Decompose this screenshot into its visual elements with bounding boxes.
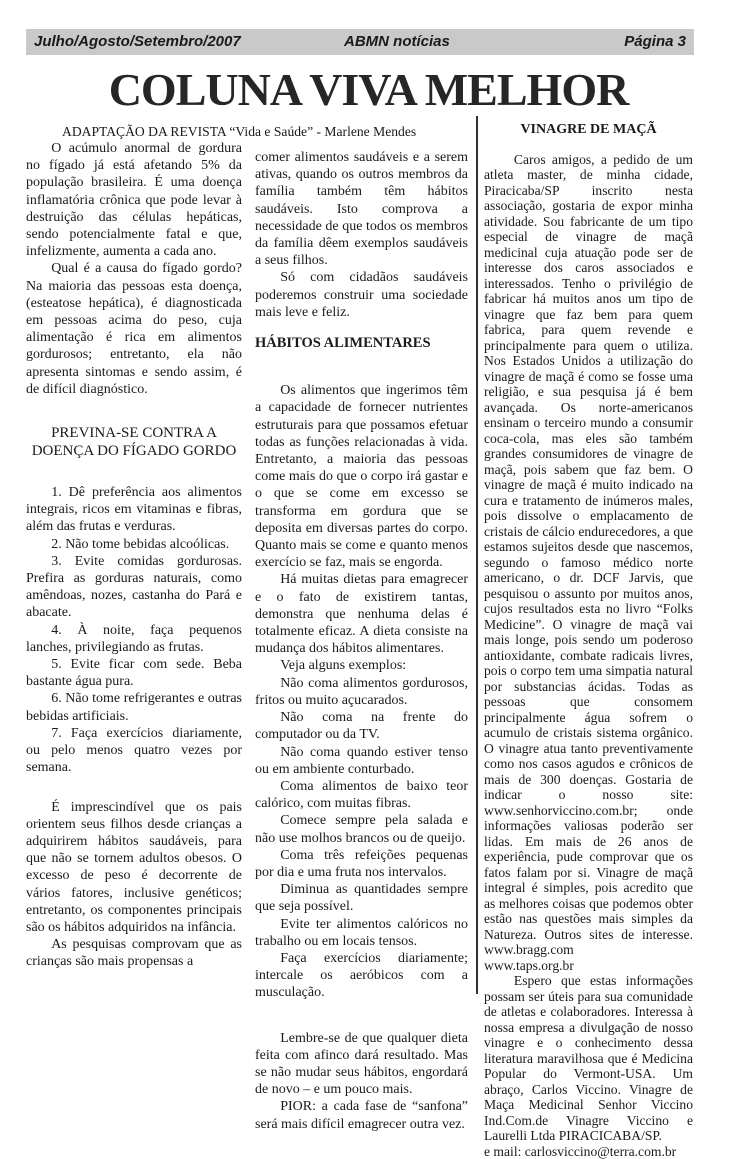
example-item: Não coma quando estiver tenso ou em ambiente conturbado. [255,744,468,778]
list-item: 7. Faça exercícios diariamente, ou pelo menos quatro vezes por semana. [26,725,242,777]
example-item: Diminua as quantidades sempre que seja possível. [255,881,468,915]
list-item: 5. Evite ficar com sede. Beba bastante água pura. [26,656,242,690]
example-item: Coma alimentos de baixo teor calórico, com muitas fibras. [255,778,468,812]
list-item: 3. Evite comidas gordurosas. Prefira as gorduras naturais, como amêndoas, nozes, castanha do Pará e abacate. [26,553,242,622]
adaptation-credit: ADAPTAÇÃO DA REVISTA “Vida e Saúde” - Marlene Mendes [62,124,416,140]
example-item: Comece sempre pela salada e não use molhos brancos ou de queijo. [255,812,468,846]
issue-date: Julho/Agosto/Setembro/2007 [34,33,241,50]
email-link[interactable]: e mail: carlosviccino@terra.com.br [484,1144,693,1159]
site-link[interactable]: www.taps.org.br [484,958,693,974]
list-item: 6. Não tome refrigerantes e outras bebidas artificiais. [26,690,242,724]
examples-intro: Veja alguns exemplos: [255,657,468,674]
column-divider [476,116,478,994]
column-1 [26,140,242,971]
example-item: Coma três refeições pequenas por dia e uma fruta nos intervalos. [255,847,468,881]
paragraph: As pesquisas comprovam que as crianças são mais propensas a [26,936,242,970]
page-number: Página 3 [624,33,686,50]
list-item: 4. À noite, faça pequenos lanches, privilegiando as frutas. [26,622,242,656]
section-heading: PREVINA-SE CONTRA A DOENÇA DO FÍGADO GORDO [26,424,242,460]
paragraph: Qual é a causa do fígado gordo? Na maioria das pessoas esta doença, (esteatose hepática), é diagnosticada em pessoas acima do peso, cuja alimentação é rica em alimentos gordurosos; entretanto, ela não apresenta sintomas e sendo assim, é de difícil diagnóstico. [26,260,242,398]
publication-name: ABMN notícias [344,33,450,50]
paragraph: Espero que estas informações possam ser úteis para sua comunidade de atletas e colaboradores. Interessa à nossa empresa a divulgação de nosso vinagre e o conhecimento dessa literatura maravilhosa que é Medicina Popular do Vermont-USA. Um abraço, Carlos Viccino. Vinagre de Maça Medicinal Senhor Viccino Ind.Com.de Vinagre Viccino e Laurelli Ltda PIRACICABA/SP. [484,973,693,1144]
header-band [26,29,694,55]
section-heading: VINAGRE DE MAÇÃ [484,122,693,138]
section-heading: HÁBITOS ALIMENTARES [255,335,468,352]
paragraph: Há muitas dietas para emagrecer e o fato de existirem tantas, demonstra que nenhuma delas é totalmente eficaz. A dieta consiste na mudança dos hábitos alimentares. [255,571,468,657]
list-item: 2. Não tome bebidas alcoólicas. [26,536,242,553]
list-item: 1. Dê preferência aos alimentos integrais, ricos em vitaminas e fibras, além das frutas e verduras. [26,484,242,536]
paragraph: É imprescindível que os pais orientem seus filhos desde crianças a adquirirem hábitos saudáveis, para que não se tornem adultos obesos. O excesso de peso é decorrente de vários fatores, inclusive genéticos; entretanto, os componentes principais são os hábitos adquiridos na infância. [26,799,242,937]
example-item: Não coma alimentos gordurosos, fritos ou muito açucarados. [255,675,468,709]
paragraph: Só com cidadãos saudáveis poderemos construir uma sociedade mais leve e feliz. [255,269,468,321]
paragraph: Os alimentos que ingerimos têm a capacidade de fornecer nutrientes estruturais para que possamos efetuar todas as funções relacionadas à vida. Entretanto, a maioria das pessoas come mais do que o corpo irá gastar e o que se come em excesso se transforma em gordura que se deposita em diversas partes do corpo. Quanto mais se come e quanto menos exercício se faz, mais se engorda. [255,382,468,571]
page-title: COLUNA VIVA MELHOR [0,62,737,118]
example-item: Evite ter alimentos calóricos no trabalho ou em locais tensos. [255,916,468,950]
column-3 [484,122,693,1159]
paragraph: comer alimentos saudáveis e a serem ativas, quando os outros membros da família também têm hábitos saudáveis. Isto comprova a necessidade de que todos os membros da família dêem exemplos saudáveis a seus filhos. [255,149,468,269]
paragraph: PIOR: a cada fase de “sanfona” será mais difícil emagrecer outra vez. [255,1098,468,1132]
example-item: Não coma na frente do computador ou da TV. [255,709,468,743]
column-2 [255,149,468,1133]
paragraph: Lembre-se de que qualquer dieta feita com afinco dará resultado. Mas se não mudar seus hábitos, engordará de novo – e um pouco mais. [255,1030,468,1099]
example-item: Faça exercícios diariamente; intercale os aeróbicos com a musculação. [255,950,468,1002]
paragraph: O acúmulo anormal de gordura no fígado já está afetando 5% da população brasileira. É uma doença inflamatória crônica que pode levar à destruição das células hepáticas, sendo potencialmente fatal e que, infelizmente, aumenta a cada ano. [26,140,242,260]
paragraph: Caros amigos, a pedido de um atleta master, de minha cidade, Piracicaba/SP inscrito nesta associação, gostaria de expor minha atividade. Sou fabricante de um tipo especial de vinagre de maçã medicinal cuja atuação pode ser de interesse dos caros associados e interessados. Tenho o privilégio de fabricar há muitos anos um tipo de vinagre que faz bem para quem fabrica, para quem revende e principalmente para quem o utiliza. Nos Estados Unidos a utilização do vinagre de maçã é como se fosse uma religião, e sua pesquisa já é bem avançada. Os norte-americanos ensinam o terceiro mundo a consumir coca-cola, mas eles são também grandes consumidores de vinagre de maçã, pois sabem que faz bem. O vinagre de maçã é muito indicado na cura e tratamento de inúmeros males, pois dissolve o emplacamento de cristais de cálcio endurecedores, a que estamos sujeitos desde que nascemos, segundo o famoso médico norte americano, o dr. DCF Jarvis, que pesquisou o assunto por muitos anos, cujos resultados esta no livro “Folks Medicine”. O vinagre de maçã vai mais longe, pois sendo um poderoso antioxidante, combate radicais livres, pois o corpo tem uma simpatia natural por substancias ácidas. Todas as pessoas que consomem principalmente água sofrem o acumulo de cristais sistema orgânico. O vinagre atua tanto preventivamente como nos casos agudos e crônicos de mais de 300 doenças. Gostaria de indicar o nosso site: www.senhorviccino.com.br; onde informações valiosas poderão ser lidas. Em mais de 26 anos de experiência, pude comprovar que os fatos falam por si. Vinagre de maçã integral é simples, pois acredito que as melhores coisas que podemos obter estão nas questões mais simples da Natureza. Outros sites de interesse. www.bragg.com [484,152,693,958]
